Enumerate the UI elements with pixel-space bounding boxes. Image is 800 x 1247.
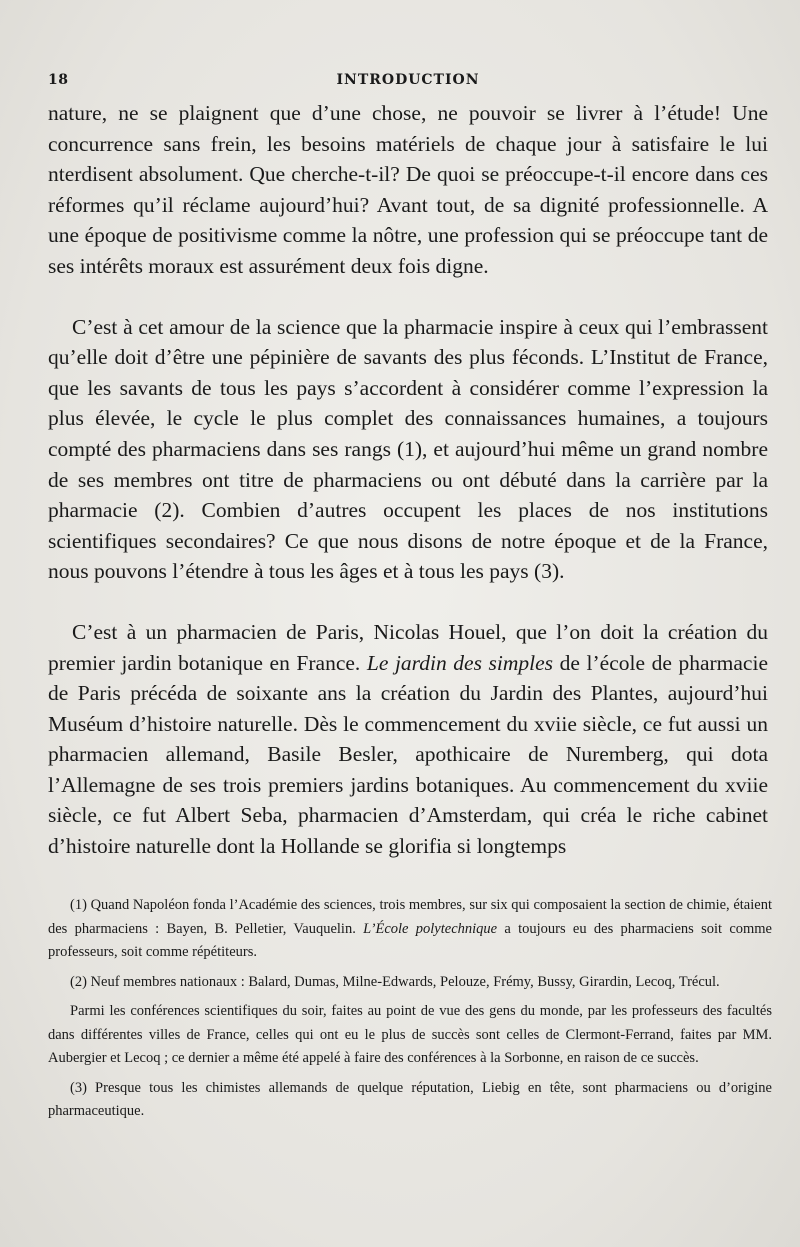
paragraph-3-start: C’est à un pharmacien de Paris, Nicolas Houel, que l’on doit la création du premier jardin botanique en France. (48, 619, 768, 675)
footnote-2: (2) Neuf membres nationaux : Balard, Dumas, Milne-Edwards, Pelouze, Frémy, Bussy, Girardin, Lecoq, Trécul. (70, 973, 720, 990)
page-header (48, 72, 768, 94)
paragraph-3 (48, 617, 768, 862)
footnote-1 (48, 894, 772, 965)
footnote-1-start: (1) Quand Napoléon fonda l’Académie des sciences, trois membres, sur six qui composaient la section de chimie, étaient des pharmaciens : Bayen, B. Pelletier, Vauquelin. (48, 897, 772, 937)
footnote-3: (3) Presque tous les chimistes allemands de quelque réputation, Liebig en tête, sont pharmaciens ou d’origine pharmaceutique. (48, 1079, 772, 1119)
running-title: INTRODUCTION (336, 72, 480, 88)
paragraph-3-italic: Le jardin des simples (366, 650, 554, 675)
paragraph-1: nature, ne se plaignent que d’une chose, ne pouvoir se livrer à l’étude! Une concurrence sans frein, les besoins matériels de chaque jour à satisfaire le lui nterdisent absolument. Que cherche-t-il? De quoi se préoccupe-t-il encore dans ces réformes qu’il réclame aujourd’hui? Avant tout, de sa dignité professionnelle. A une époque de positivisme comme la nôtre, une profession qui se préoccupe tant de ses intérêts moraux est assurément deux fois digne. (48, 101, 768, 278)
paragraph-2: C’est à cet amour de la science que la pharmacie inspire à ceux qui l’embrassent qu’elle doit d’être une pépinière de savants des plus féconds. L’Institut de France, que les savants de tous les pays s’accordent à considérer comme l’expression la plus élevée, le cycle le plus complet des connaissances humaines, a toujours compté des pharmaciens dans ses rangs (1), et aujourd’hui même un grand nombre de ses membres ont titre de pharmaciens ou ont débuté dans la carrière par la pharmacie (2). Combien d’autres occupent les places de nos institutions scientifiques secondaires? Ce que nous disons de notre époque et de la France, nous pouvons l’étendre à tous les âges et à tous les pays (3). (48, 314, 768, 584)
footnote-1-italic: L’École polytechnique (363, 920, 498, 937)
body-text (48, 98, 768, 862)
footnote-2-continued: Parmi les conférences scientifiques du soir, faites au point de vue des gens du monde, par les professeurs des facultés dans différentes villes de France, celles qui ont eu le plus de succès sont celles de Clermont-Ferrand, faites par MM. Aubergier et Lecoq ; ce dernier a même été appelé à faire des conférences à la Sorbonne, en raison de ce succès. (48, 1003, 772, 1066)
page-number: 18 (48, 72, 69, 88)
footnote-1-end: a toujours eu des pharmaciens soit comme professeurs, soit comme répétiteurs. (48, 920, 772, 960)
footnotes (48, 894, 772, 1124)
paragraph-3-end: de l’école de pharmacie de Paris précéda de soixante ans la création du Jardin des Plantes, aujourd’hui Muséum d’histoire naturelle. Dès le commencement du xviie siècle, ce fut aussi un pharmacien allemand, Basile Besler, apothicaire de Nuremberg, qui dota l’Allemagne de ses trois premiers jardins botaniques. Au commencement du xviie siècle, ce fut Albert Seba, pharmacien d’Amsterdam, qui créa le riche cabinet d’histoire naturelle dont la Hollande se glorifia si longtemps (48, 650, 768, 859)
